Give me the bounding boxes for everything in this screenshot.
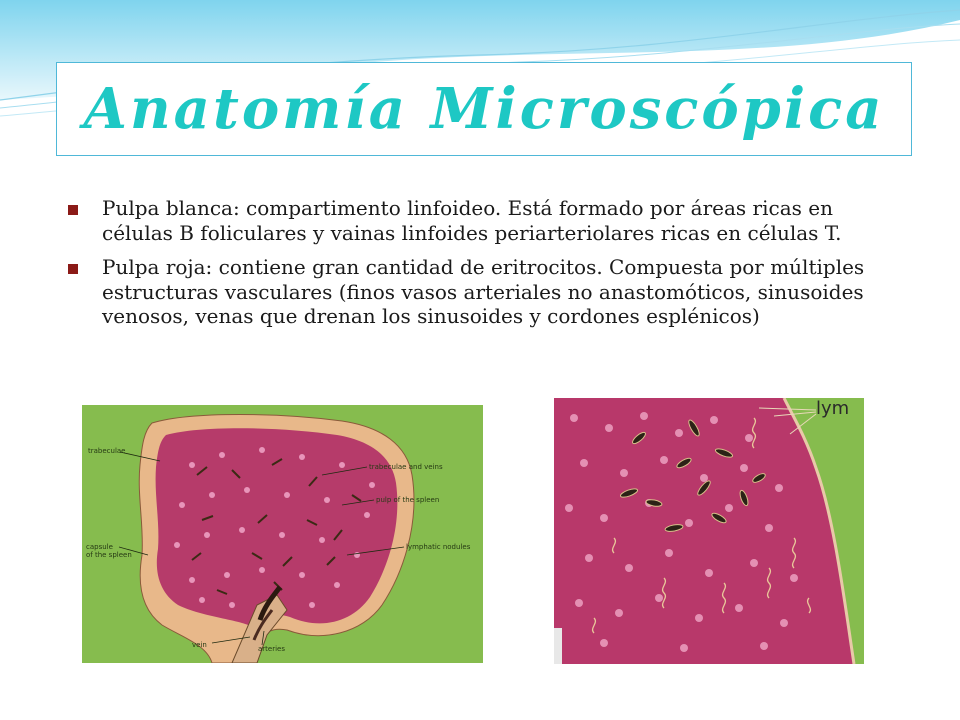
red-pulp-magnified-illustration	[554, 398, 864, 664]
bullet-item-pulpa-roja	[66, 255, 906, 329]
bullet-text: Pulpa roja: contiene gran cantidad de eritrocitos. Compuesta por múltiples estructuras vasculares (finos vasos arteriales no anastomóticos, sinusoides venosos, venas que drenan los sinusoides y cordones esplénicos)	[102, 255, 865, 328]
label-capsule: capsule of the spleen	[86, 543, 132, 559]
square-bullet-icon	[68, 205, 78, 215]
bullet-item-pulpa-blanca	[66, 196, 906, 245]
label-trabeculae: trabeculae	[88, 447, 126, 455]
label-pulp: pulp of the spleen	[376, 496, 440, 504]
label-lymphatic-nodules: lymphatic nodules	[406, 543, 471, 551]
label-trabeculae-veins: trabeculae and veins	[369, 463, 443, 471]
spleen-section-illustration	[82, 405, 483, 663]
bullet-text: Pulpa blanca: compartimento linfoideo. Está formado por áreas ricas en células B foliculares y vainas linfoides periarteriolares ricas en células T.	[102, 196, 842, 245]
label-lymphatic: lym	[816, 398, 850, 419]
bullet-list	[66, 196, 906, 339]
red-pulp-drawing	[554, 398, 864, 664]
title-box	[56, 62, 912, 156]
spleen-section-drawing	[82, 405, 483, 663]
square-bullet-icon	[68, 264, 78, 274]
label-arteries: arteries	[258, 645, 285, 653]
label-vein: vein	[192, 641, 207, 649]
slide-title: Anatomía Microscópica	[83, 76, 885, 142]
